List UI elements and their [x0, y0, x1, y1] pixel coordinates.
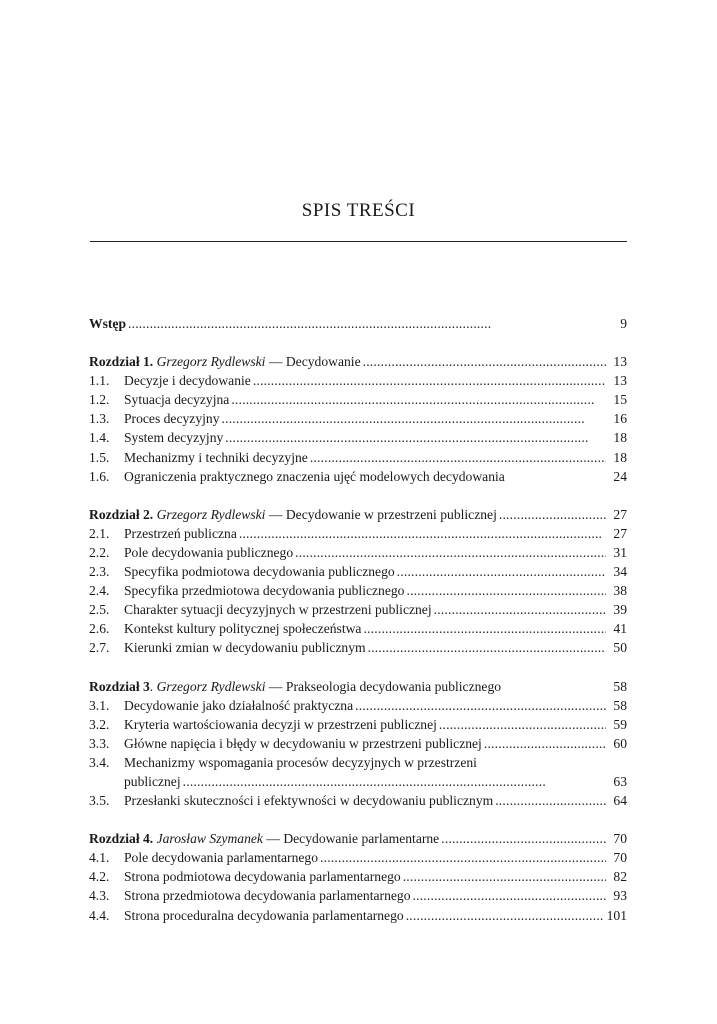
- leader-dots: [128, 314, 606, 333]
- entry-title: Kryteria wartościowania decyzji w przestrzeni publicznej: [124, 716, 437, 732]
- entry-number: 3.1.: [89, 697, 110, 713]
- entry-number: 2.4.: [89, 583, 110, 599]
- leader-dots: [183, 772, 606, 791]
- toc-page-number: 34: [613, 564, 627, 580]
- chapter-author: Grzegorz Rydlewski: [156, 678, 266, 694]
- toc-chapter-heading[interactable]: [89, 829, 627, 848]
- toc-page-number: 63: [613, 773, 627, 789]
- chapter-author: Grzegorz Rydlewski: [156, 506, 266, 522]
- entry-number: 3.3.: [89, 735, 110, 751]
- leader-dots: [222, 409, 606, 428]
- entry-title: Sytuacja decyzyjna: [124, 392, 230, 408]
- toc-entry[interactable]: [89, 906, 627, 925]
- entry-number: 2.6.: [89, 621, 110, 637]
- entry-number: 4.1.: [89, 850, 110, 866]
- chapter-label: Rozdział 3: [89, 678, 150, 694]
- leader-dots: [397, 562, 606, 581]
- entry-title: Kierunki zmian w decydowaniu publicznym: [124, 640, 366, 656]
- toc-entry[interactable]: [89, 715, 627, 734]
- leader-dots: [403, 867, 606, 886]
- entry-title: Charakter sytuacji decyzyjnych w przestrzeni publicznej: [124, 602, 432, 618]
- toc-chapter-heading[interactable]: Rozdział 3. Grzegorz Rydlewski — Prakseologia decydowania publicznego 58: [89, 677, 627, 696]
- leader-dots: [310, 448, 606, 467]
- entry-title: Proces decyzyjny: [124, 411, 220, 427]
- leader-dots: [441, 829, 606, 848]
- toc-page-number: 13: [613, 373, 627, 389]
- toc-page-number: 18: [613, 449, 627, 465]
- toc-chapter-3: [89, 677, 627, 811]
- toc-entry[interactable]: [89, 467, 627, 486]
- chapter-author: Grzegorz Rydlewski: [156, 354, 266, 370]
- toc-entry[interactable]: [89, 600, 627, 619]
- entry-number: 3.2.: [89, 716, 110, 732]
- toc-page-number: 15: [613, 392, 627, 408]
- chapter-label: Rozdział 1.: [89, 354, 154, 370]
- entry-number: 3.4.: [89, 754, 110, 770]
- toc-entry[interactable]: [89, 696, 627, 715]
- leader-dots: [499, 505, 606, 524]
- toc-page-number: 58: [613, 697, 627, 713]
- table-of-contents: [89, 314, 627, 944]
- toc-entry[interactable]: [89, 428, 627, 447]
- entry-title: Ograniczenia praktycznego znaczenia ujęć modelowych decydowania: [124, 468, 505, 484]
- chapter-label: Rozdział 2.: [89, 506, 154, 522]
- entry-number: 1.3.: [89, 411, 110, 427]
- toc-chapter-heading[interactable]: [89, 352, 627, 371]
- leader-dots: [406, 906, 604, 925]
- entry-number: 4.2.: [89, 869, 110, 885]
- leader-dots: [231, 390, 606, 409]
- leader-dots: [363, 352, 606, 371]
- chapter-label: Rozdział 4.: [89, 831, 154, 847]
- toc-entry[interactable]: [89, 524, 627, 543]
- entry-number: 2.5.: [89, 602, 110, 618]
- toc-page-number: 39: [613, 602, 627, 618]
- toc-entry-intro[interactable]: [89, 314, 627, 333]
- toc-page-number: 24: [613, 468, 627, 484]
- toc-entry[interactable]: [89, 867, 627, 886]
- leader-dots: [484, 734, 606, 753]
- entry-title: Strona proceduralna decydowania parlamentarnego: [124, 907, 404, 923]
- toc-page-number: 31: [613, 544, 627, 560]
- toc-page-number: 70: [613, 850, 627, 866]
- leader-dots: [239, 524, 606, 543]
- toc-intro-label: Wstęp: [89, 316, 127, 331]
- toc-page-number: 60: [613, 735, 627, 751]
- entry-number: 1.5.: [89, 449, 110, 465]
- leader-dots: [406, 581, 606, 600]
- entry-title: Strona przedmiotowa decydowania parlamentarnego: [124, 888, 411, 904]
- toc-entry[interactable]: [89, 886, 627, 905]
- leader-dots: [413, 886, 607, 905]
- toc-page-number: 58: [613, 678, 627, 694]
- entry-number: 3.5.: [89, 793, 110, 809]
- toc-page-number: 64: [613, 793, 627, 809]
- toc-entry[interactable]: [89, 753, 627, 791]
- toc-entry[interactable]: [89, 562, 627, 581]
- toc-entry[interactable]: [89, 390, 627, 409]
- leader-dots: [295, 543, 606, 562]
- leader-dots: [320, 848, 606, 867]
- entry-title: Kontekst kultury politycznej społeczeństwa: [124, 621, 362, 637]
- title-rule: [90, 241, 627, 242]
- entry-title: System decyzyjny: [124, 430, 224, 446]
- toc-entry[interactable]: [89, 581, 627, 600]
- entry-title: Główne napięcia i błędy w decydowaniu w przestrzeni publicznej: [124, 735, 482, 751]
- leader-dots: [368, 638, 606, 657]
- entry-title: Decyzje i decydowanie: [124, 373, 251, 389]
- entry-number: 1.2.: [89, 392, 110, 408]
- toc-chapter-heading[interactable]: [89, 505, 627, 524]
- toc-entry[interactable]: [89, 448, 627, 467]
- toc-entry[interactable]: [89, 638, 627, 657]
- toc-page-number: 27: [613, 506, 627, 522]
- leader-dots: [363, 619, 606, 638]
- leader-dots: [439, 715, 606, 734]
- toc-entry[interactable]: [89, 791, 627, 810]
- toc-entry[interactable]: [89, 619, 627, 638]
- toc-entry[interactable]: [89, 543, 627, 562]
- entry-number: 2.1.: [89, 525, 110, 541]
- entry-title: Mechanizmy i techniki decyzyjne: [124, 449, 308, 465]
- entry-title: Mechanizmy wspomagania procesów decyzyjnych w przestrzeni: [124, 754, 477, 770]
- toc-page-number: 41: [613, 621, 627, 637]
- entry-title: Specyfika podmiotowa decydowania publicznego: [124, 564, 395, 580]
- entry-number: 2.2.: [89, 544, 110, 560]
- entry-title: Pole decydowania parlamentarnego: [124, 850, 319, 866]
- entry-title: Specyfika przedmiotowa decydowania publicznego: [124, 583, 405, 599]
- toc-page-number: 13: [613, 354, 627, 370]
- entry-title: Decydowanie jako działalność praktyczna: [124, 697, 354, 713]
- toc-page-number: 101: [606, 907, 627, 923]
- toc-page-number: 9: [620, 316, 627, 331]
- toc-entry[interactable]: [89, 734, 627, 753]
- toc-entry[interactable]: [89, 371, 627, 390]
- toc-page-number: 70: [613, 831, 627, 847]
- toc-page-number: 27: [613, 525, 627, 541]
- toc-entry[interactable]: [89, 409, 627, 428]
- chapter-title: — Decydowanie parlamentarne: [266, 831, 440, 847]
- toc-page-number: 93: [613, 888, 627, 904]
- leader-dots: [355, 696, 606, 715]
- toc-chapter-2: [89, 505, 627, 658]
- toc-page-number: 18: [613, 430, 627, 446]
- entry-number: 4.3.: [89, 888, 110, 904]
- entry-number: 2.3.: [89, 564, 110, 580]
- toc-section-intro: [89, 314, 627, 333]
- leader-dots: [495, 791, 606, 810]
- toc-chapter-1: [89, 352, 627, 486]
- page-title: SPIS TREŚCI: [301, 200, 416, 221]
- entry-number: 1.1.: [89, 373, 110, 389]
- chapter-title: — Prakseologia decydowania publicznego: [268, 678, 502, 694]
- toc-chapter-4: [89, 829, 627, 924]
- leader-dots: [225, 428, 606, 447]
- toc-entry[interactable]: [89, 848, 627, 867]
- entry-number: 2.7.: [89, 640, 110, 656]
- entry-title-continued: publicznej: [124, 773, 181, 789]
- entry-title: Przestrzeń publiczna: [124, 525, 237, 541]
- toc-page-number: 82: [613, 869, 627, 885]
- toc-page-number: 16: [613, 411, 627, 427]
- chapter-title: — Decydowanie w przestrzeni publicznej: [268, 506, 497, 522]
- chapter-author: Jarosław Szymanek: [156, 831, 263, 847]
- leader-dots: [434, 600, 606, 619]
- entry-number: 4.4.: [89, 907, 110, 923]
- entry-title: Strona podmiotowa decydowania parlamentarnego: [124, 869, 401, 885]
- entry-number: 1.6.: [89, 468, 110, 484]
- leader-dots: [253, 371, 606, 390]
- chapter-title: — Decydowanie: [268, 354, 361, 370]
- entry-title: Przesłanki skuteczności i efektywności w decydowaniu publicznym: [124, 793, 494, 809]
- toc-page-number: 38: [613, 583, 627, 599]
- toc-page-number: 50: [613, 640, 627, 656]
- entry-number: 1.4.: [89, 430, 110, 446]
- entry-title: Pole decydowania publicznego: [124, 544, 294, 560]
- toc-page-number: 59: [613, 716, 627, 732]
